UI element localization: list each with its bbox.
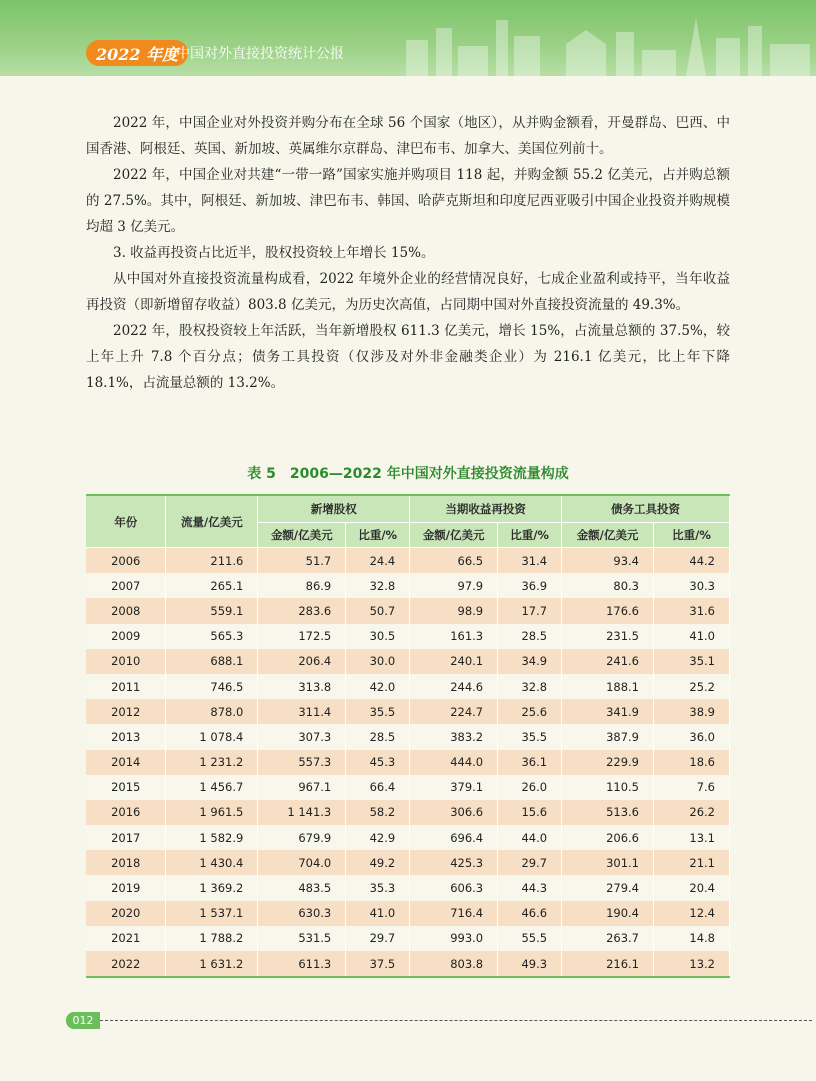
cell-flow: 211.6 [166,548,258,574]
cell-debt-amount: 231.5 [562,624,654,649]
report-title: 中国对外直接投资统计公报 [176,46,344,62]
cell-reinvest-amount: 444.0 [410,750,498,775]
table-row [86,598,730,623]
cell-debt-amount: 80.3 [562,573,654,598]
header-reinvest-amount: 金额/亿美元 [410,523,498,548]
cell-year: 2022 [86,951,166,977]
cell-equity-share: 66.4 [346,775,410,800]
cell-reinvest-share: 44.3 [498,875,562,900]
cell-reinvest-share: 36.1 [498,750,562,775]
cell-reinvest-amount: 224.7 [410,699,498,724]
cell-debt-share: 14.8 [654,926,730,951]
cell-year: 2015 [86,775,166,800]
cell-debt-amount: 229.9 [562,750,654,775]
table-row [86,850,730,875]
header-year: 年份 [86,495,166,548]
cell-debt-share: 36.0 [654,724,730,749]
cell-reinvest-share: 32.8 [498,674,562,699]
cell-reinvest-share: 26.0 [498,775,562,800]
table-row [86,548,730,574]
cell-year: 2018 [86,850,166,875]
cell-reinvest-share: 44.0 [498,825,562,850]
cell-debt-amount: 93.4 [562,548,654,574]
cell-flow: 688.1 [166,649,258,674]
cell-reinvest-amount: 606.3 [410,875,498,900]
cell-reinvest-amount: 240.1 [410,649,498,674]
cell-equity-share: 28.5 [346,724,410,749]
cell-equity-amount: 630.3 [258,901,346,926]
cell-debt-amount: 110.5 [562,775,654,800]
paragraph: 从中国对外直接投资流量构成看，2022 年境外企业的经营情况良好，七成企业盈利或持平，当年收益再投资（即新增留存收益）803.8 亿美元，为历史次高值，占同期中国对外直接投资流量的 49.3%。 [86,271,730,313]
cell-debt-share: 38.9 [654,699,730,724]
cell-flow: 1 456.7 [166,775,258,800]
cell-year: 2019 [86,875,166,900]
cell-year: 2007 [86,573,166,598]
header-flow: 流量/亿美元 [166,495,258,548]
cell-flow: 1 631.2 [166,951,258,977]
cell-year: 2021 [86,926,166,951]
cell-equity-amount: 611.3 [258,951,346,977]
cell-reinvest-amount: 306.6 [410,800,498,825]
header-reinvest: 当期收益再投资 [410,495,562,523]
table-row [86,724,730,749]
paragraph: 2022 年，中国企业对外投资并购分布在全球 56 个国家（地区），从并购金额看，开曼群岛、巴西、中国香港、阿根廷、英国、新加坡、英属维尔京群岛、津巴布韦、加拿大、美国位列前十。 [86,115,730,157]
table-row [86,800,730,825]
cell-year: 2013 [86,724,166,749]
cell-year: 2009 [86,624,166,649]
body-text [86,110,730,396]
cell-equity-amount: 307.3 [258,724,346,749]
table-row [86,699,730,724]
table-row [86,775,730,800]
cell-flow: 1 430.4 [166,850,258,875]
cell-reinvest-amount: 383.2 [410,724,498,749]
table-title: 表 5 2006—2022 年中国对外直接投资流量构成 [247,466,569,482]
cell-equity-amount: 311.4 [258,699,346,724]
cell-reinvest-share: 35.5 [498,724,562,749]
cell-debt-share: 13.2 [654,951,730,977]
cell-equity-amount: 679.9 [258,825,346,850]
cell-reinvest-share: 29.7 [498,850,562,875]
cell-equity-amount: 283.6 [258,598,346,623]
cell-equity-share: 24.4 [346,548,410,574]
cell-equity-amount: 1 141.3 [258,800,346,825]
cell-reinvest-share: 15.6 [498,800,562,825]
cell-equity-share: 49.2 [346,850,410,875]
cell-year: 2017 [86,825,166,850]
cell-reinvest-share: 25.6 [498,699,562,724]
cell-debt-share: 7.6 [654,775,730,800]
cell-reinvest-share: 17.7 [498,598,562,623]
cell-equity-share: 41.0 [346,901,410,926]
section-heading: 3. 收益再投资占比近半，股权投资较上年增长 15%。 [113,245,435,261]
cell-debt-amount: 188.1 [562,674,654,699]
cell-flow: 1 582.9 [166,825,258,850]
table-row [86,926,730,951]
cell-equity-amount: 531.5 [258,926,346,951]
table-row [86,649,730,674]
page-number: 012 [66,1012,100,1029]
cell-equity-amount: 313.8 [258,674,346,699]
cell-flow: 1 369.2 [166,875,258,900]
header-debt-amount: 金额/亿美元 [562,523,654,548]
cell-debt-share: 31.6 [654,598,730,623]
cell-year: 2006 [86,548,166,574]
cell-reinvest-share: 31.4 [498,548,562,574]
cell-reinvest-share: 28.5 [498,624,562,649]
cell-debt-share: 25.2 [654,674,730,699]
cell-reinvest-amount: 803.8 [410,951,498,977]
cell-equity-amount: 86.9 [258,573,346,598]
cell-reinvest-amount: 98.9 [410,598,498,623]
cell-flow: 1 231.2 [166,750,258,775]
cell-debt-share: 35.1 [654,649,730,674]
cell-reinvest-amount: 97.9 [410,573,498,598]
header-debt-share: 比重/% [654,523,730,548]
cell-reinvest-share: 55.5 [498,926,562,951]
cell-year: 2011 [86,674,166,699]
cell-debt-share: 20.4 [654,875,730,900]
table-row [86,573,730,598]
cell-equity-share: 32.8 [346,573,410,598]
table-body [86,548,730,978]
table-row [86,825,730,850]
cell-debt-amount: 279.4 [562,875,654,900]
cell-flow: 559.1 [166,598,258,623]
cell-equity-share: 30.0 [346,649,410,674]
cell-equity-share: 45.3 [346,750,410,775]
cell-reinvest-amount: 696.4 [410,825,498,850]
cell-debt-share: 26.2 [654,800,730,825]
cell-equity-share: 37.5 [346,951,410,977]
table-row [86,624,730,649]
cell-equity-amount: 557.3 [258,750,346,775]
cell-debt-amount: 190.4 [562,901,654,926]
cell-equity-share: 58.2 [346,800,410,825]
cell-equity-amount: 172.5 [258,624,346,649]
cell-debt-amount: 216.1 [562,951,654,977]
cell-flow: 1 078.4 [166,724,258,749]
cell-debt-share: 18.6 [654,750,730,775]
cell-debt-amount: 263.7 [562,926,654,951]
cell-flow: 1 961.5 [166,800,258,825]
cell-reinvest-share: 34.9 [498,649,562,674]
cell-reinvest-amount: 425.3 [410,850,498,875]
cell-flow: 878.0 [166,699,258,724]
cell-equity-share: 35.5 [346,699,410,724]
footer-divider [100,1020,812,1021]
header-equity-amount: 金额/亿美元 [258,523,346,548]
header-debt: 债务工具投资 [562,495,730,523]
cell-equity-share: 50.7 [346,598,410,623]
cell-debt-amount: 301.1 [562,850,654,875]
cell-reinvest-amount: 716.4 [410,901,498,926]
cell-equity-share: 42.0 [346,674,410,699]
cell-reinvest-amount: 66.5 [410,548,498,574]
cell-debt-share: 13.1 [654,825,730,850]
investment-flow-table [86,494,730,978]
cell-flow: 746.5 [166,674,258,699]
cell-reinvest-share: 36.9 [498,573,562,598]
cell-debt-amount: 387.9 [562,724,654,749]
cell-reinvest-amount: 244.6 [410,674,498,699]
paragraph: 2022 年，中国企业对共建“一带一路”国家实施并购项目 118 起，并购金额 55.2 亿美元，占并购总额的 27.5%。其中，阿根廷、新加坡、津巴布韦、韩国、哈萨克斯坦和印度尼西亚吸引中国企业投资并购规模均超 3 亿美元。 [86,167,730,235]
cell-reinvest-amount: 379.1 [410,775,498,800]
cell-debt-share: 12.4 [654,901,730,926]
cell-equity-share: 35.3 [346,875,410,900]
table-row [86,951,730,977]
cell-debt-amount: 513.6 [562,800,654,825]
cell-debt-amount: 206.6 [562,825,654,850]
table-row [86,674,730,699]
cell-reinvest-amount: 993.0 [410,926,498,951]
cell-year: 2016 [86,800,166,825]
header-equity: 新增股权 [258,495,410,523]
cell-year: 2014 [86,750,166,775]
year-badge: 2022 年度 [86,40,188,66]
cell-debt-share: 30.3 [654,573,730,598]
cell-flow: 265.1 [166,573,258,598]
cell-debt-share: 41.0 [654,624,730,649]
cell-equity-amount: 967.1 [258,775,346,800]
cell-year: 2010 [86,649,166,674]
cell-equity-amount: 704.0 [258,850,346,875]
cell-debt-share: 44.2 [654,548,730,574]
table-row [86,875,730,900]
cell-equity-share: 30.5 [346,624,410,649]
cell-flow: 1 537.1 [166,901,258,926]
cell-reinvest-share: 46.6 [498,901,562,926]
cell-equity-amount: 51.7 [258,548,346,574]
header-equity-share: 比重/% [346,523,410,548]
cell-year: 2012 [86,699,166,724]
table-row [86,901,730,926]
cell-flow: 1 788.2 [166,926,258,951]
cell-year: 2008 [86,598,166,623]
cell-flow: 565.3 [166,624,258,649]
cell-debt-amount: 241.6 [562,649,654,674]
cell-debt-amount: 176.6 [562,598,654,623]
city-skyline-decoration [396,0,816,76]
header-reinvest-share: 比重/% [498,523,562,548]
cell-equity-amount: 206.4 [258,649,346,674]
cell-reinvest-share: 49.3 [498,951,562,977]
paragraph: 2022 年，股权投资较上年活跃，当年新增股权 611.3 亿美元，增长 15%，占流量总额的 37.5%，较上年上升 7.8 个百分点；债务工具投资（仅涉及对外非金融类企业）为 216.1 亿美元，比上年下降 18.1%，占流量总额的 13.2%。 [86,323,730,391]
cell-equity-amount: 483.5 [258,875,346,900]
cell-year: 2020 [86,901,166,926]
cell-equity-share: 29.7 [346,926,410,951]
cell-debt-share: 21.1 [654,850,730,875]
cell-debt-amount: 341.9 [562,699,654,724]
cell-equity-share: 42.9 [346,825,410,850]
page-header [0,0,816,76]
cell-reinvest-amount: 161.3 [410,624,498,649]
table-row [86,750,730,775]
